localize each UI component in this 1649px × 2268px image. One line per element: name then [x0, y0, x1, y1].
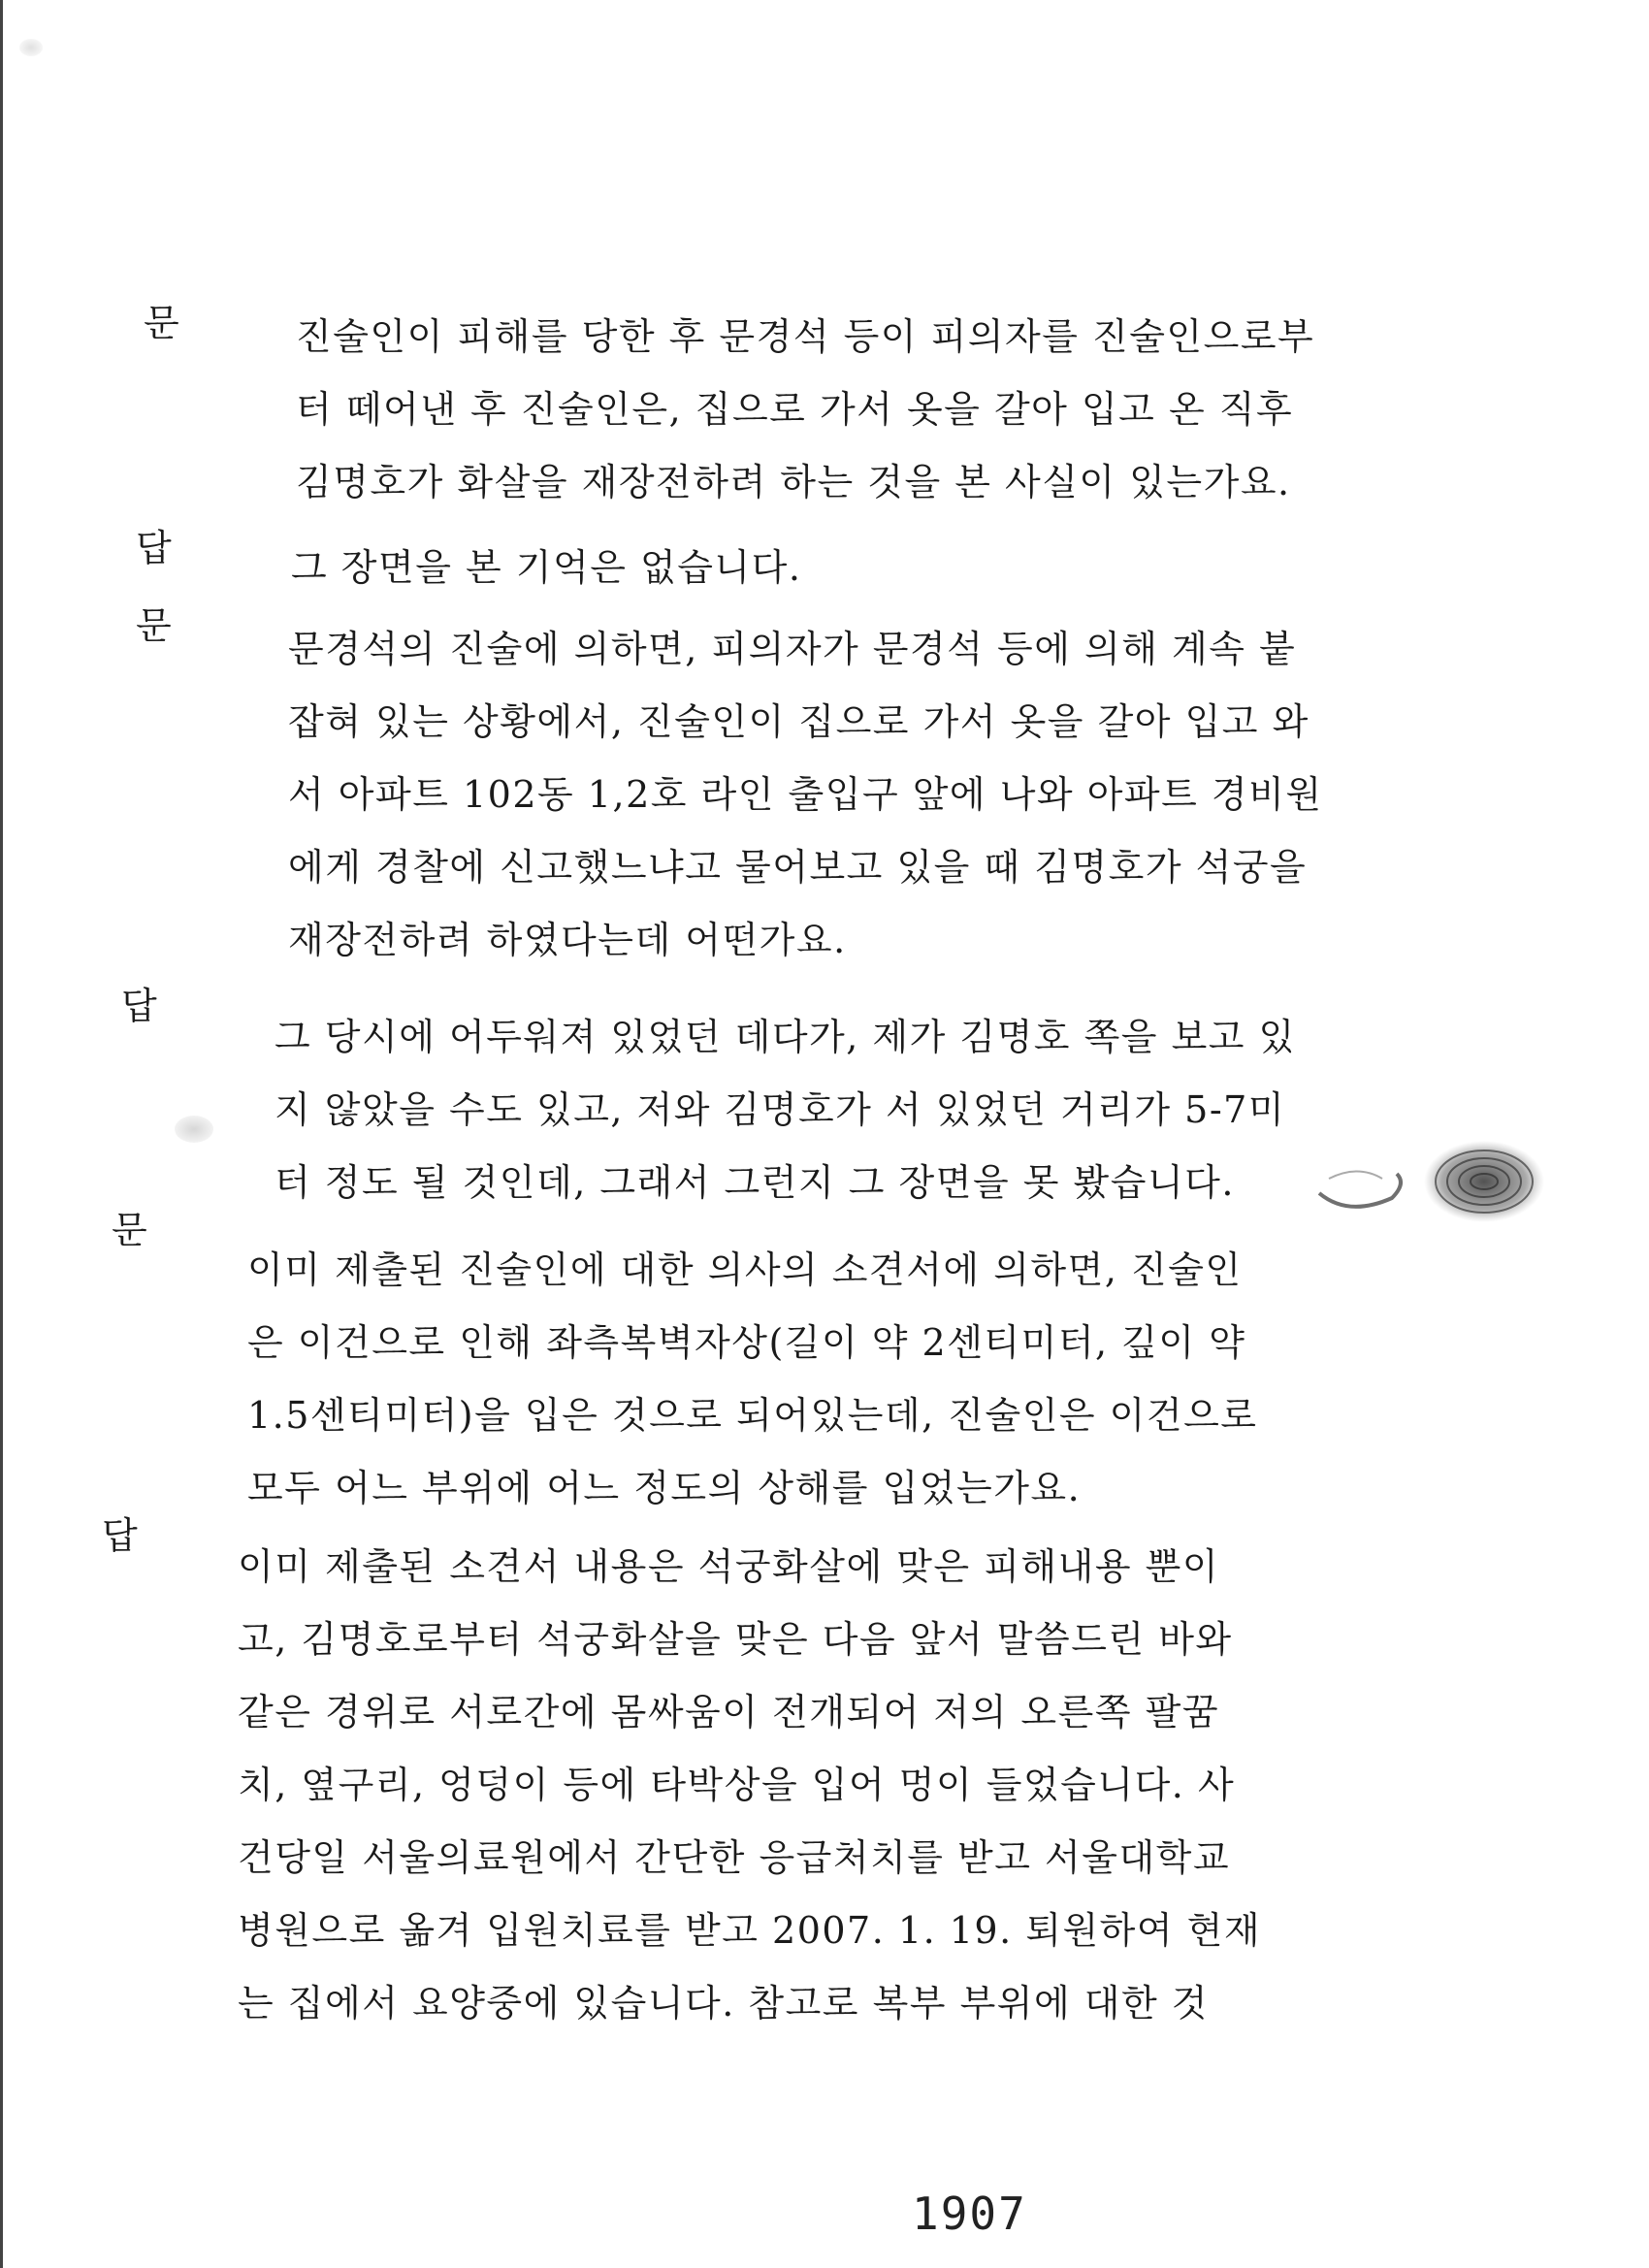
- question-text: [288, 613, 1323, 977]
- text-line: 치, 옆구리, 엉덩이 등에 타박상을 입어 멍이 들었습니다. 사: [238, 1764, 1236, 1806]
- text-line: 그 당시에 어두워져 있었던 데다가, 제가 김명호 쪽을 보고 있: [275, 1016, 1296, 1058]
- question-label: 문: [112, 1209, 147, 1251]
- text-line: 진술인이 피해를 당한 후 문경석 등이 피의자를 진술인으로부: [296, 315, 1315, 358]
- text-line: 지 않았을 수도 있고, 저와 김명호가 서 있었던 거리가 5-7미: [275, 1088, 1286, 1131]
- text-line: 터 정도 될 것인데, 그래서 그런지 그 장면을 못 봤습니다.: [275, 1161, 1235, 1204]
- question-label: 문: [136, 604, 172, 647]
- answer-label: 답: [121, 985, 157, 1027]
- text-line: 김명호가 화살을 재장전하려 하는 것을 본 사실이 있는가요.: [296, 461, 1291, 503]
- question-label: 문: [144, 302, 179, 344]
- page-edge-rule: [0, 0, 3, 2268]
- answer-text: [291, 532, 801, 604]
- text-line: 에게 경찰에 신고했느냐고 물어보고 있을 때 김명호가 석궁을: [288, 846, 1308, 889]
- text-line: 재장전하려 하였다는데 어떤가요.: [288, 919, 847, 961]
- scan-speck: [175, 1116, 213, 1143]
- question-text: [296, 301, 1314, 519]
- answer-text: [275, 1001, 1296, 1219]
- text-line: 고, 김명호로부터 석궁화살을 맞은 다음 앞서 말씀드린 바와: [238, 1618, 1233, 1661]
- text-line: 그 장면을 본 기억은 없습니다.: [291, 546, 802, 589]
- fingerprint-smudge-icon: [1300, 1125, 1552, 1242]
- page-number: 1907: [912, 2187, 1027, 2240]
- text-line: 이미 제출된 진술인에 대한 의사의 소견서에 의하면, 진술인: [247, 1248, 1243, 1291]
- answer-label: 답: [102, 1514, 138, 1557]
- scan-speck: [19, 39, 43, 56]
- text-line: 병원으로 옮겨 입원치료를 받고 2007. 1. 19. 퇴원하여 현재: [238, 1909, 1262, 1952]
- text-line: 서 아파트 102동 1,2호 라인 출입구 앞에 나와 아파트 경비원: [288, 773, 1323, 816]
- question-text: [247, 1234, 1258, 1525]
- text-line: 터 떼어낸 후 진술인은, 집으로 가서 옷을 갈아 입고 온 직후: [296, 388, 1294, 431]
- text-line: 모두 어느 부위에 어느 정도의 상해를 입었는가요.: [247, 1467, 1082, 1509]
- text-line: 이미 제출된 소견서 내용은 석궁화살에 맞은 피해내용 뿐이: [238, 1545, 1220, 1588]
- answer-text: [238, 1531, 1261, 2040]
- text-line: 1.5센티미터)을 입은 것으로 되어있는데, 진술인은 이건으로: [247, 1394, 1258, 1437]
- text-line: 같은 경위로 서로간에 몸싸움이 전개되어 저의 오른쪽 팔꿈: [238, 1691, 1220, 1733]
- text-line: 문경석의 진술에 의하면, 피의자가 문경석 등에 의해 계속 붙: [288, 628, 1297, 670]
- answer-label: 답: [136, 527, 172, 569]
- text-line: 잡혀 있는 상황에서, 진술인이 집으로 가서 옷을 갈아 입고 와: [288, 700, 1310, 743]
- text-line: 건당일 서울의료원에서 간단한 응급처치를 받고 서울대학교: [238, 1836, 1231, 1879]
- text-line: 는 집에서 요양중에 있습니다. 참고로 복부 부위에 대한 것: [238, 1982, 1209, 2025]
- text-line: 은 이건으로 인해 좌측복벽자상(길이 약 2센티미터, 깊이 약: [247, 1321, 1246, 1364]
